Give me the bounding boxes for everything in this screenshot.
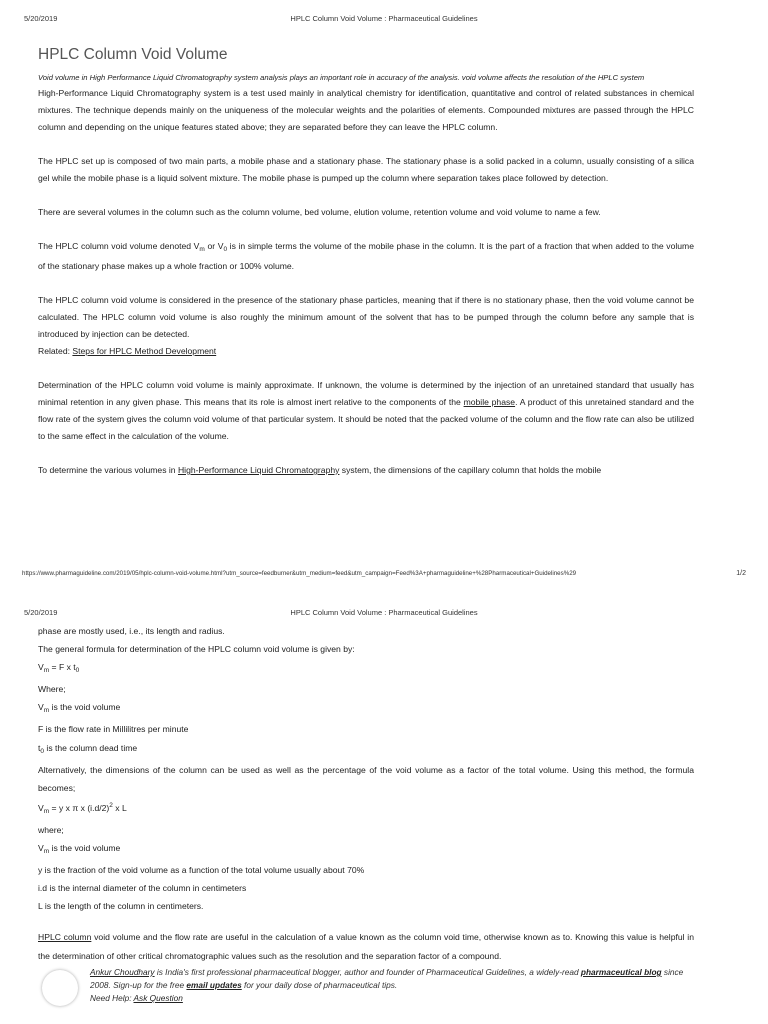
formula-2: $V_m = y$ x π x $(i.d/2)^2$ x L [38, 801, 127, 815]
email-updates-link[interactable]: email updates [186, 980, 242, 990]
definition-flow-rate: F is the flow rate in Millilitres per minute [38, 724, 189, 735]
related-line: Related: Steps for HPLC Method Development [38, 346, 217, 356]
definition-diameter: i.d is the internal diameter of the column in centimeters [38, 883, 247, 894]
author-name-link[interactable]: Ankur Choudhary [90, 967, 155, 977]
definition-fraction: y is the fraction of the void volume as a function of the total volume usually about 70% [38, 865, 365, 876]
ask-question-link[interactable]: Ask Question [133, 993, 183, 1003]
article-body [38, 44, 694, 479]
paragraph-6: Determination of the HPLC column void volume is mainly approximate. If unknown, the volume is determined by the injection of an unretained standard that usually has minimal retention in any given phase. This means that its role is almost inert relative to the components of the mobile phase. A product of this unretained standard and the flow rate of the system gives the column void volume of that particular system. It should be noted that the packed volume of the column and the flow rate can also be utilized to the same effect in the calculation of the volume. [38, 380, 694, 441]
hplc-column-link[interactable]: HPLC column [38, 932, 92, 943]
avatar [42, 970, 78, 1006]
print-url: https://www.pharmaguideline.com/2019/05/hplc-column-void-volume.html?utm_source=feedburner&utm_medium=feed&utm_campaign=Feed%3A+pharmaguideline+%28Pharmaceutical+Guidelines%29 [22, 570, 577, 577]
hplc-link[interactable]: High-Performance Liquid Chromatography [177, 465, 340, 475]
author-bio: Ankur Choudhary is India's first professional pharmaceutical blogger, author and founder of Pharmaceutical Guidelines, a widely-read pharmaceutical blog since 2008. Sign-up for the free email updates for your daily dose of pharmaceutical tips. Need Help: Ask Question [90, 967, 684, 1003]
print-title-2: HPLC Column Void Volume : Pharmaceutical Guidelines [290, 608, 478, 617]
paragraph-5: The HPLC column void volume is considered in the presence of the stationary phase particles, meaning that if there is no stationary phase, then the void volume cannot be calculated. The HPLC column void volume is also roughly the minimum amount of the solvent that has to be pumped through the column before any sample that is introduced by injection can be detected. [38, 295, 694, 339]
article-title: HPLC Column Void Volume [38, 46, 228, 63]
definition-length: L is the length of the column in centimeters. [38, 901, 204, 912]
article-intro: Void volume in High Performance Liquid Chromatography system analysis plays an important role in accuracy of the analysis. void volume affects the resolution of the HPLC system [38, 73, 645, 82]
continuation-line: phase are mostly used, i.e., its length and radius. [38, 626, 225, 636]
paragraph-7: To determine the various volumes in High-Performance Liquid Chromatography system, the dimensions of the capillary column that holds the mobile [38, 465, 602, 475]
where-label-1: Where; [38, 684, 66, 695]
formula-1: $V_m = F$ x $t_0$ [38, 662, 80, 675]
definition-vm-2: $V_m$ is the void volume [38, 843, 121, 856]
print-date: 5/20/2019 [24, 14, 58, 23]
related-link[interactable]: Steps for HPLC Method Development [72, 346, 217, 356]
final-paragraph: HPLC column void volume and the flow rate are useful in the calculation of a value known as the column void time, otherwise known as to. Knowing this value is helpful in the determination of other critical chromatographic values such as the resolution and the separation factor of a compound. [38, 932, 694, 961]
author-box [42, 964, 692, 1012]
where-label-2: where; [38, 824, 64, 835]
paragraph-3: There are several volumes in the column such as the column volume, bed volume, elution volume, retention volume and void volume to name a few. [38, 207, 601, 217]
page-number: 1/2 [736, 570, 746, 577]
paragraph-4: The HPLC column void volume denoted $V_m$ or $V_0$ is in simple terms the volume of the mobile phase in the column. It is the part of a fraction that when added to the volume of the stationary phase makes up a whole fraction or 100% volume. [38, 241, 694, 271]
blog-link[interactable]: pharmaceutical blog [580, 967, 662, 977]
definition-dead-time: $t_0$ is the column dead time [38, 742, 138, 755]
print-title: HPLC Column Void Volume : Pharmaceutical Guidelines [290, 14, 478, 23]
paragraph-2: The HPLC set up is composed of two main parts, a mobile phase and a stationary phase. The stationary phase is a solid packed in a column, usually consisting of a silica gel while the mobile phase is a liquid solvent mixture. The mobile phase is pumped up the column where separation takes place followed by detection. [38, 156, 694, 183]
print-date-2: 5/20/2019 [24, 608, 58, 617]
article-body-continued [38, 622, 694, 965]
mobile-phase-link[interactable]: mobile phase [463, 397, 516, 407]
formula-intro: The general formula for determination of the HPLC column void volume is given by: [38, 644, 355, 655]
alternative-method: Alternatively, the dimensions of the column can be used as well as the percentage of the void volume as a factor of the total volume. Using this method, the formula becomes; [38, 764, 694, 793]
paragraph-1: High-Performance Liquid Chromatography system is a test used mainly in analytical chemistry for identification, quantitative and control of related substances in chemical mixtures. The technique depends mainly on the uniqueness of the molecular weights and the polarities of elements. Compounded mixtures are passed through the HPLC column and depending on the unique features stated above; they are separated before they can leave the HPLC column. [38, 88, 694, 132]
definition-vm-1: $V_m$ is the void volume [38, 702, 121, 715]
